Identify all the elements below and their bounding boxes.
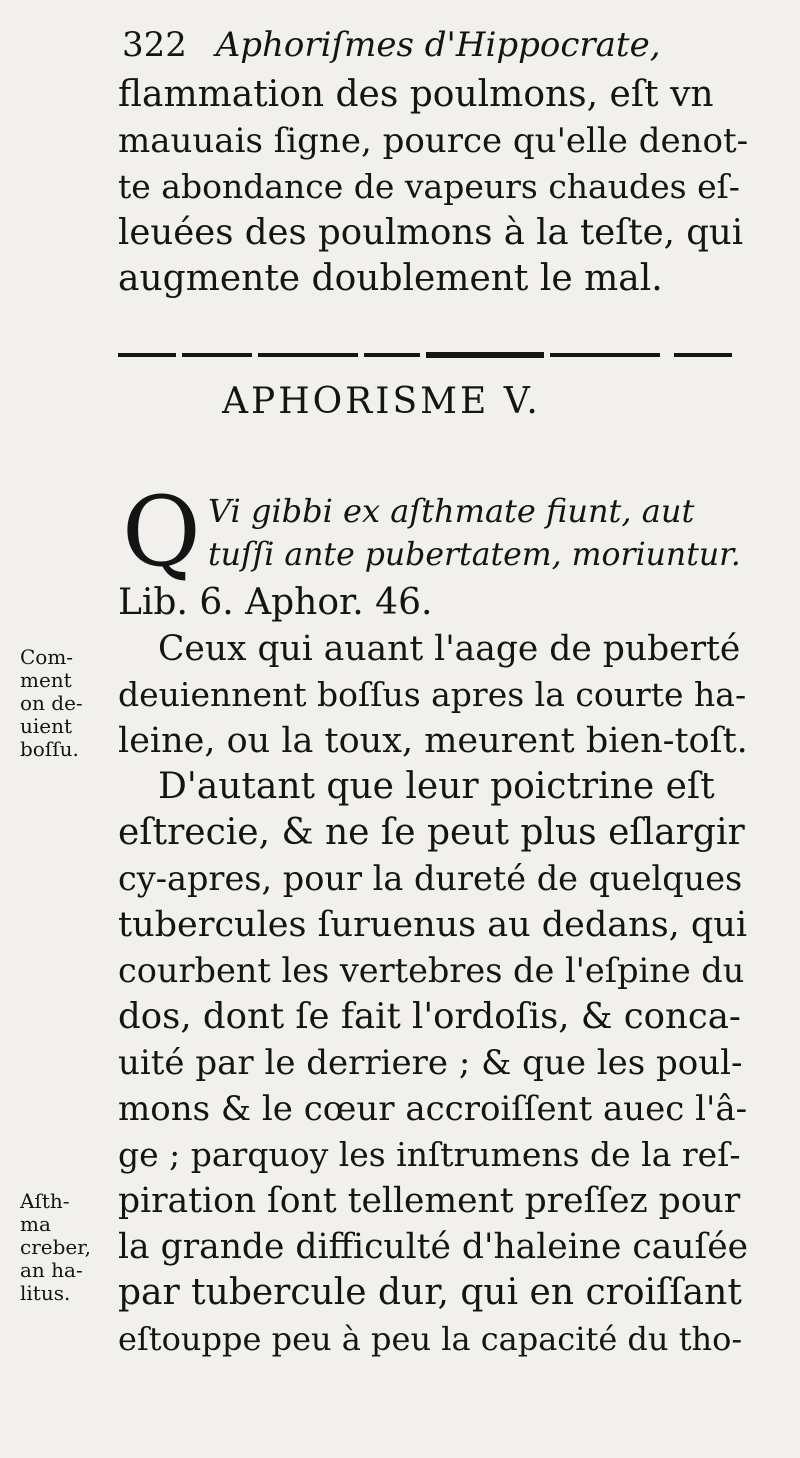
latin-line: tuſſi ante pubertatem, moriuntur. — [208, 537, 741, 573]
running-title: Aphoriſmes d'Hippocrate, — [215, 25, 661, 65]
text-line: deuiennent boſſus apres la courte ha- — [118, 675, 747, 714]
text-line: leuées des poulmons à la teſte, qui — [118, 212, 744, 253]
ornamental-rule — [118, 350, 732, 360]
margin-note: Aſth- ma creber, an ha- litus. — [20, 1189, 91, 1305]
text-line: flammation des poulmons, eſt vn — [118, 74, 714, 115]
page-number: 322 — [122, 25, 187, 65]
text-line: cy-apres, pour la dureté de quelques — [118, 859, 743, 898]
text-line: piration ſont tellement preſſez pour — [118, 1181, 741, 1221]
text-line: tubercules ſuruenus au dedans, qui — [118, 905, 748, 945]
text-line: te abondance de vapeurs chaudes eſ- — [118, 167, 740, 206]
text-line: augmente doublement le mal. — [118, 258, 663, 299]
text-line: la grande difficulté d'haleine cauſée — [118, 1227, 749, 1267]
text-line: mons & le cœur accroiſſent auec l'â- — [118, 1089, 748, 1129]
text-line: eſtrecie, & ne ſe peut plus eſlargir — [118, 812, 745, 853]
text-line: dos, dont ſe fait l'ordoſis, & conca- — [118, 996, 741, 1037]
text-line: ge ; parquoy les inſtrumens de la reſ- — [118, 1135, 741, 1174]
reference-line: Lib. 6. Aphor. 46. — [118, 582, 433, 623]
page-header — [122, 22, 682, 68]
margin-note: Com- ment on de- uient boſſu. — [20, 645, 83, 761]
text-line: mauuais ſigne, pource qu'elle denot- — [118, 121, 749, 161]
latin-line: Vi gibbi ex aſthmate fiunt, aut — [208, 492, 695, 530]
text-line: Ceux qui auant l'aage de puberté — [158, 629, 741, 669]
text-line: leine, ou la toux, meurent bien-toſt. — [118, 721, 748, 761]
text-line: uité par le derriere ; & que les poul- — [118, 1043, 743, 1083]
drop-cap: Q — [122, 476, 201, 588]
text-line: par tubercule dur, qui en croiſſant — [118, 1272, 742, 1313]
text-line: courbent les vertebres de l'eſpine du — [118, 951, 745, 990]
text-line: eſtouppe peu à peu la capacité du tho- — [118, 1320, 743, 1358]
text-line: D'autant que leur poictrine eſt — [158, 766, 715, 807]
aphorism-title: APHORISME V. — [222, 381, 541, 422]
